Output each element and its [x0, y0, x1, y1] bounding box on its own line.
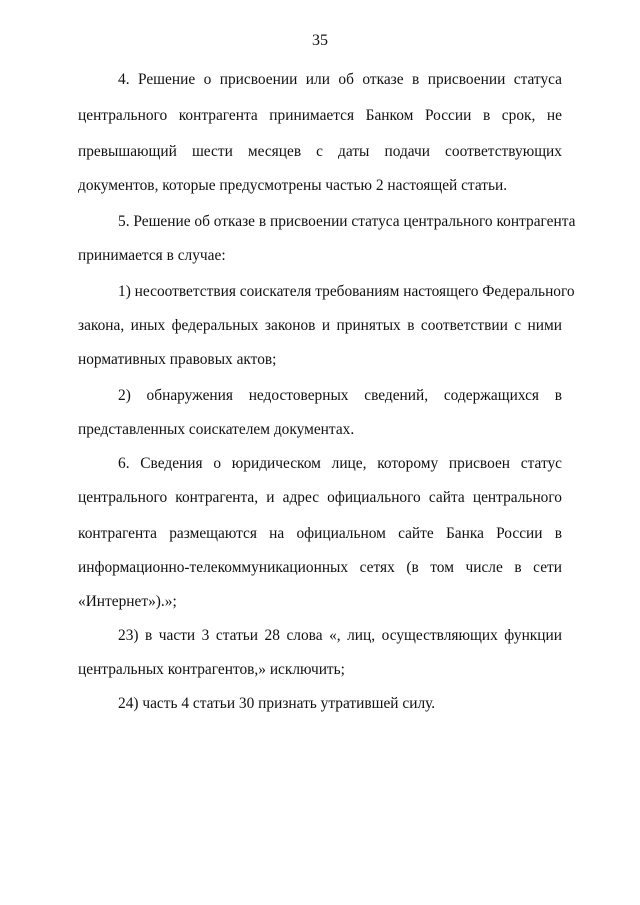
paragraph-4-line-1: 4. Решение о присвоении или об отказе в присвоении статуса — [118, 71, 562, 88]
item-1-line-2: закона, иных федеральных законов и принятых в соответствии с ними — [78, 317, 562, 334]
paragraph-6-line-1: 6. Сведения о юридическом лице, которому присвоен статус — [118, 455, 562, 472]
paragraph-6-line-5: «Интернет»).»; — [78, 593, 177, 610]
item-23-line-2: центральных контрагентов,» исключить; — [78, 661, 345, 678]
paragraph-6-line-3: контрагента размещаются на официальном сайте Банка России в — [78, 525, 562, 542]
paragraph-4-line-4: документов, которые предусмотрены частью 2 настоящей статьи. — [78, 177, 508, 194]
item-2-line-1: 2) обнаружения недостоверных сведений, содержащихся в — [118, 387, 562, 404]
paragraph-6-line-4: информационно-телекоммуникационных сетях (в том числе в сети — [78, 559, 562, 576]
item-2-line-2: представленных соискателем документах. — [78, 421, 355, 438]
paragraph-4-line-3: превышающий шести месяцев с даты подачи соответствующих — [78, 143, 562, 160]
paragraph-6-line-2: центрального контрагента, и адрес официального сайта центрального — [78, 489, 562, 506]
item-23-line-1: 23) в части 3 статьи 28 слова «, лиц, осуществляющих функции — [118, 627, 562, 644]
item-1-line-1: 1) несоответствия соискателя требованиям настоящего Федерального — [118, 283, 575, 300]
paragraph-5-line-1: 5. Решение об отказе в присвоении статуса центрального контрагента — [118, 213, 576, 230]
item-24-line-1: 24) часть 4 статьи 30 признать утратившей силу. — [118, 695, 436, 712]
paragraph-5-line-2: принимается в случае: — [78, 247, 226, 264]
item-1-line-3: нормативных правовых актов; — [78, 351, 277, 368]
paragraph-4-line-2: центрального контрагента принимается Банком России в срок, не — [78, 107, 562, 124]
page-number: 35 — [312, 32, 328, 49]
